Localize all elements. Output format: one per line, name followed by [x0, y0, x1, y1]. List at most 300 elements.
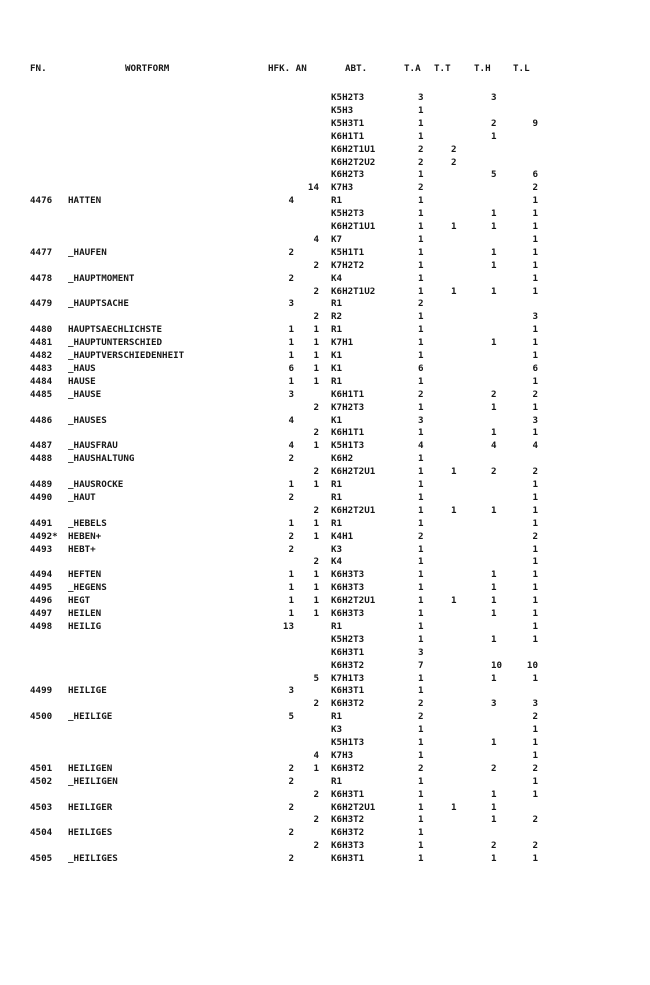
tl-value: 1: [532, 724, 538, 736]
ta-value: 7: [418, 659, 424, 671]
abt-code: K7H2T2: [331, 259, 365, 271]
tl-value: 1: [532, 543, 538, 555]
hfk-value: 3: [288, 685, 294, 697]
an-value: 4: [313, 749, 319, 761]
abt-code: K6H2T2U1: [331, 466, 376, 478]
table-row: [0, 259, 650, 272]
word-form: HAUPTSAECHLICHSTE: [68, 324, 163, 336]
abt-code: R1: [331, 620, 343, 632]
hfk-value: 4: [288, 440, 294, 452]
abt-code: K6H2T3: [331, 169, 365, 181]
ta-value: 1: [418, 595, 424, 607]
tl-value: 9: [532, 117, 538, 129]
tl-value: 1: [532, 221, 538, 232]
table-row: [0, 426, 650, 439]
abt-code: K7H2T3: [331, 401, 365, 413]
hfk-value: 5: [288, 711, 294, 723]
entry-number: 4504: [30, 827, 53, 839]
th-value: 1: [491, 259, 497, 271]
tl-value: 1: [532, 208, 538, 220]
tl-value: 1: [532, 479, 538, 490]
table-row: [0, 543, 650, 556]
tt-value: 2: [451, 156, 457, 168]
header-hfk-an: HFK. AN: [268, 63, 307, 74]
table-row: [0, 388, 650, 401]
an-value: 14: [307, 182, 319, 194]
ta-value: 1: [418, 479, 424, 490]
entry-number: 4485: [30, 388, 53, 400]
abt-code: R1: [331, 324, 343, 336]
table-row: [0, 220, 650, 233]
entry-number: 4497: [30, 608, 53, 619]
entry-number: 4482: [30, 350, 53, 361]
hfk-value: 3: [288, 388, 294, 400]
ta-value: 1: [418, 466, 424, 478]
th-value: 2: [491, 117, 497, 129]
table-row: [0, 401, 650, 414]
word-form: _HAUPTUNTERSCHIED: [68, 337, 163, 349]
abt-code: K6H2T1U1: [331, 143, 376, 155]
table-row: [0, 168, 650, 181]
word-form: _HAUFEN: [68, 246, 107, 258]
word-form: _HEBELS: [68, 517, 107, 529]
table-row: [0, 465, 650, 478]
table-row: [0, 594, 650, 607]
ta-value: 1: [418, 246, 424, 258]
hfk-value: 2: [288, 853, 294, 865]
abt-code: K6H3T1: [331, 646, 365, 658]
ta-value: 1: [418, 259, 424, 271]
abt-code: K6H2T2U1: [331, 801, 376, 813]
word-form: HEILIG: [68, 620, 102, 632]
ta-value: 1: [418, 608, 424, 619]
table-row: [0, 736, 650, 749]
tl-value: 1: [532, 775, 538, 787]
entry-number: 4495: [30, 582, 53, 594]
an-value: 1: [313, 530, 319, 542]
tl-value: 1: [532, 620, 538, 632]
ta-value: 1: [418, 620, 424, 632]
abt-code: K6H2T2U2: [331, 156, 376, 168]
tl-value: 1: [532, 749, 538, 761]
abt-code: R1: [331, 775, 343, 787]
entry-number: 4503: [30, 801, 53, 813]
table-row: [0, 310, 650, 323]
abt-code: K6H3T2: [331, 659, 365, 671]
hfk-value: 3: [288, 298, 294, 310]
hfk-value: 6: [288, 362, 294, 374]
an-value: 1: [313, 440, 319, 452]
tl-value: 1: [532, 324, 538, 336]
th-value: 2: [491, 466, 497, 478]
table-row: [0, 530, 650, 543]
word-form: _HEILIGE: [68, 711, 113, 723]
th-value: 5: [491, 169, 497, 181]
abt-code: R1: [331, 491, 343, 503]
th-value: 2: [491, 388, 497, 400]
abt-code: K6H3T1: [331, 788, 365, 800]
word-form: _HEGENS: [68, 582, 107, 594]
ta-value: 1: [418, 453, 424, 465]
hfk-value: 1: [288, 337, 294, 349]
tt-value: 1: [451, 466, 457, 478]
tl-value: 1: [532, 427, 538, 439]
table-row: [0, 801, 650, 814]
ta-value: 6: [418, 362, 424, 374]
table-row: [0, 375, 650, 388]
hfk-value: 1: [288, 479, 294, 490]
hfk-value: 2: [288, 543, 294, 555]
entry-number: 4488: [30, 453, 53, 465]
hfk-value: 2: [288, 453, 294, 465]
th-value: 1: [491, 672, 497, 684]
abt-code: K7H1T3: [331, 672, 365, 684]
ta-value: 1: [418, 840, 424, 852]
tl-value: 2: [532, 762, 538, 774]
abt-code: K3: [331, 543, 343, 555]
ta-value: 2: [418, 182, 424, 194]
word-form: HATTEN: [68, 195, 102, 207]
abt-code: K5H2T3: [331, 92, 365, 103]
an-value: 2: [313, 427, 319, 439]
th-value: 3: [491, 698, 497, 710]
entry-number: 4486: [30, 414, 53, 426]
ta-value: 2: [418, 530, 424, 542]
th-value: 1: [491, 608, 497, 619]
word-form: _HAUPTMOMENT: [68, 272, 135, 284]
abt-code: K1: [331, 350, 343, 361]
tl-value: 3: [532, 311, 538, 323]
hfk-value: 2: [288, 272, 294, 284]
entry-number: 4500: [30, 711, 53, 723]
entry-number: 4479: [30, 298, 53, 310]
hfk-value: 1: [288, 582, 294, 594]
an-value: 4: [313, 233, 319, 245]
tl-value: 6: [532, 169, 538, 181]
th-value: 1: [491, 737, 497, 748]
entry-number: 4487: [30, 440, 53, 452]
tl-value: 1: [532, 375, 538, 387]
table-row: [0, 839, 650, 852]
word-form: HEILEN: [68, 608, 102, 619]
table-row: [0, 788, 650, 801]
an-value: 1: [313, 595, 319, 607]
tl-value: 2: [532, 840, 538, 852]
ta-value: 1: [418, 337, 424, 349]
th-value: 1: [491, 221, 497, 232]
word-form: HEILIGES: [68, 827, 113, 839]
tl-value: 3: [532, 414, 538, 426]
table-row: [0, 207, 650, 220]
abt-code: R1: [331, 517, 343, 529]
word-form: _HEILIGES: [68, 853, 118, 865]
table-row: [0, 91, 650, 104]
hfk-value: 2: [288, 762, 294, 774]
ta-value: 1: [418, 814, 424, 826]
abt-code: K6H2T1U2: [331, 285, 376, 297]
hfk-value: 1: [288, 569, 294, 581]
entry-number: 4484: [30, 375, 53, 387]
ta-value: 1: [418, 801, 424, 813]
word-form: _HAUT: [68, 491, 96, 503]
tl-value: 2: [532, 711, 538, 723]
tl-value: 2: [532, 466, 538, 478]
tl-value: 1: [532, 569, 538, 581]
entry-number: 4502: [30, 775, 53, 787]
table-row: [0, 246, 650, 259]
ta-value: 1: [418, 556, 424, 568]
hfk-value: 1: [288, 608, 294, 619]
entry-number: 4499: [30, 685, 53, 697]
tl-value: 1: [532, 788, 538, 800]
tt-value: 1: [451, 221, 457, 232]
abt-code: R1: [331, 711, 343, 723]
an-value: 2: [313, 814, 319, 826]
tl-value: 2: [532, 530, 538, 542]
word-form: HEILIGEN: [68, 762, 113, 774]
tl-value: 6: [532, 362, 538, 374]
th-value: 1: [491, 504, 497, 516]
word-form: _HAUSE: [68, 388, 102, 400]
abt-code: K6H3T1: [331, 853, 365, 865]
hfk-value: 4: [288, 414, 294, 426]
word-form: _HEILIGEN: [68, 775, 118, 787]
word-form: HEILIGE: [68, 685, 107, 697]
an-value: 1: [313, 375, 319, 387]
column-header-row: [0, 62, 650, 75]
abt-code: K6H1T1: [331, 388, 365, 400]
abt-code: K6H2: [331, 453, 354, 465]
table-row: [0, 555, 650, 568]
th-value: 1: [491, 208, 497, 220]
ta-value: 1: [418, 233, 424, 245]
table-row: [0, 414, 650, 427]
table-row: [0, 491, 650, 504]
th-value: 1: [491, 814, 497, 826]
ta-value: 1: [418, 324, 424, 336]
word-form: _HAUSHALTUNG: [68, 453, 135, 465]
an-value: 5: [313, 672, 319, 684]
table-row: [0, 336, 650, 349]
an-value: 1: [313, 324, 319, 336]
ta-value: 1: [418, 517, 424, 529]
tl-value: 1: [532, 517, 538, 529]
th-value: 1: [491, 853, 497, 865]
ta-value: 1: [418, 724, 424, 736]
th-value: 1: [491, 130, 497, 142]
ta-value: 1: [418, 169, 424, 181]
th-value: 4: [491, 440, 497, 452]
th-value: 1: [491, 788, 497, 800]
ta-value: 3: [418, 646, 424, 658]
an-value: 2: [313, 466, 319, 478]
word-form: HAUSE: [68, 375, 96, 387]
entry-number: 4477: [30, 246, 53, 258]
word-form: HEGT: [68, 595, 91, 607]
hfk-value: 1: [288, 375, 294, 387]
abt-code: K6H3T3: [331, 582, 365, 594]
table-row: [0, 181, 650, 194]
tl-value: 1: [532, 350, 538, 361]
tl-value: 1: [532, 491, 538, 503]
ta-value: 3: [418, 92, 424, 103]
entry-number: 4494: [30, 569, 53, 581]
an-value: 2: [313, 504, 319, 516]
th-value: 1: [491, 337, 497, 349]
ta-value: 1: [418, 104, 424, 116]
an-value: 1: [313, 337, 319, 349]
hfk-value: 4: [288, 195, 294, 207]
th-value: 3: [491, 92, 497, 103]
entry-number: 4498: [30, 620, 53, 632]
th-value: 1: [491, 427, 497, 439]
table-row: [0, 697, 650, 710]
abt-code: K6H3T2: [331, 827, 365, 839]
th-value: 1: [491, 569, 497, 581]
abt-code: K7H1: [331, 337, 354, 349]
ta-value: 2: [418, 156, 424, 168]
ta-value: 1: [418, 350, 424, 361]
an-value: 1: [313, 362, 319, 374]
ta-value: 1: [418, 569, 424, 581]
tl-value: 1: [532, 272, 538, 284]
th-value: 1: [491, 246, 497, 258]
hfk-value: 2: [288, 827, 294, 839]
tl-value: 1: [532, 737, 538, 748]
entry-number: 4492*: [30, 530, 58, 542]
ta-value: 1: [418, 827, 424, 839]
ta-value: 1: [418, 208, 424, 220]
hfk-value: 2: [288, 775, 294, 787]
ta-value: 1: [418, 427, 424, 439]
abt-code: K6H1T1: [331, 427, 365, 439]
table-row: [0, 117, 650, 130]
table-row: [0, 826, 650, 839]
abt-code: K4H1: [331, 530, 354, 542]
abt-code: K5H1T3: [331, 440, 365, 452]
tl-value: 1: [532, 608, 538, 619]
ta-value: 1: [418, 221, 424, 232]
tt-value: 1: [451, 801, 457, 813]
table-row: [0, 633, 650, 646]
abt-code: K5H1T3: [331, 737, 365, 748]
abt-code: K5H1T1: [331, 246, 365, 258]
ta-value: 1: [418, 285, 424, 297]
th-value: 2: [491, 840, 497, 852]
word-form: HEILIGER: [68, 801, 113, 813]
table-row: [0, 723, 650, 736]
table-row: [0, 362, 650, 375]
an-value: 2: [313, 259, 319, 271]
ta-value: 1: [418, 685, 424, 697]
header-abt: ABT.: [345, 63, 368, 74]
an-value: 1: [313, 582, 319, 594]
an-value: 2: [313, 788, 319, 800]
word-form: HEBEN+: [68, 530, 102, 542]
an-value: 1: [313, 762, 319, 774]
th-value: 1: [491, 285, 497, 297]
th-value: 2: [491, 762, 497, 774]
tl-value: 1: [532, 233, 538, 245]
abt-code: K1: [331, 362, 343, 374]
abt-code: R1: [331, 375, 343, 387]
ta-value: 2: [418, 698, 424, 710]
ta-value: 1: [418, 401, 424, 413]
table-row: [0, 749, 650, 762]
an-value: 2: [313, 556, 319, 568]
an-value: 2: [313, 401, 319, 413]
abt-code: K6H3T2: [331, 762, 365, 774]
table-row: [0, 452, 650, 465]
table-row: [0, 156, 650, 169]
ta-value: 1: [418, 737, 424, 748]
entry-number: 4478: [30, 272, 53, 284]
word-form: _HAUSFRAU: [68, 440, 118, 452]
abt-code: K6H2T2U1: [331, 504, 376, 516]
entry-number: 4501: [30, 762, 53, 774]
abt-code: K3: [331, 724, 343, 736]
tl-value: 1: [532, 401, 538, 413]
hfk-value: 1: [288, 595, 294, 607]
abt-code: K6H3T1: [331, 685, 365, 697]
tl-value: 2: [532, 388, 538, 400]
table-row: [0, 517, 650, 530]
an-value: 1: [313, 608, 319, 619]
hfk-value: 1: [288, 517, 294, 529]
ta-value: 1: [418, 195, 424, 207]
table-row: [0, 684, 650, 697]
an-value: 2: [313, 698, 319, 710]
tl-value: 1: [532, 633, 538, 645]
th-value: 1: [491, 582, 497, 594]
table-row: [0, 607, 650, 620]
th-value: 1: [491, 633, 497, 645]
ta-value: 1: [418, 633, 424, 645]
entry-number: 4490: [30, 491, 53, 503]
an-value: 1: [313, 479, 319, 490]
abt-code: K5H3: [331, 104, 354, 116]
hfk-value: 1: [288, 324, 294, 336]
entry-number: 4489: [30, 479, 53, 490]
entry-number: 4483: [30, 362, 53, 374]
table-row: [0, 439, 650, 452]
tl-value: 10: [526, 659, 538, 671]
tl-value: 4: [532, 440, 538, 452]
tt-value: 2: [451, 143, 457, 155]
ta-value: 2: [418, 711, 424, 723]
table-row: [0, 104, 650, 117]
hfk-value: 2: [288, 491, 294, 503]
ta-value: 1: [418, 543, 424, 555]
ta-value: 2: [418, 388, 424, 400]
abt-code: R1: [331, 195, 343, 207]
word-form: HEBT+: [68, 543, 96, 555]
ta-value: 3: [418, 414, 424, 426]
table-row: [0, 323, 650, 336]
abt-code: R2: [331, 311, 343, 323]
ta-value: 1: [418, 788, 424, 800]
tl-value: 2: [532, 182, 538, 194]
ta-value: 1: [418, 375, 424, 387]
header-th: T.H: [474, 63, 491, 74]
tl-value: 3: [532, 698, 538, 710]
word-form: _HAUS: [68, 362, 96, 374]
tl-value: 1: [532, 556, 538, 568]
abt-code: K6H3T3: [331, 569, 365, 581]
word-form: _HAUPTVERSCHIEDENHEIT: [68, 350, 185, 361]
abt-code: K4: [331, 272, 343, 284]
an-value: 1: [313, 517, 319, 529]
